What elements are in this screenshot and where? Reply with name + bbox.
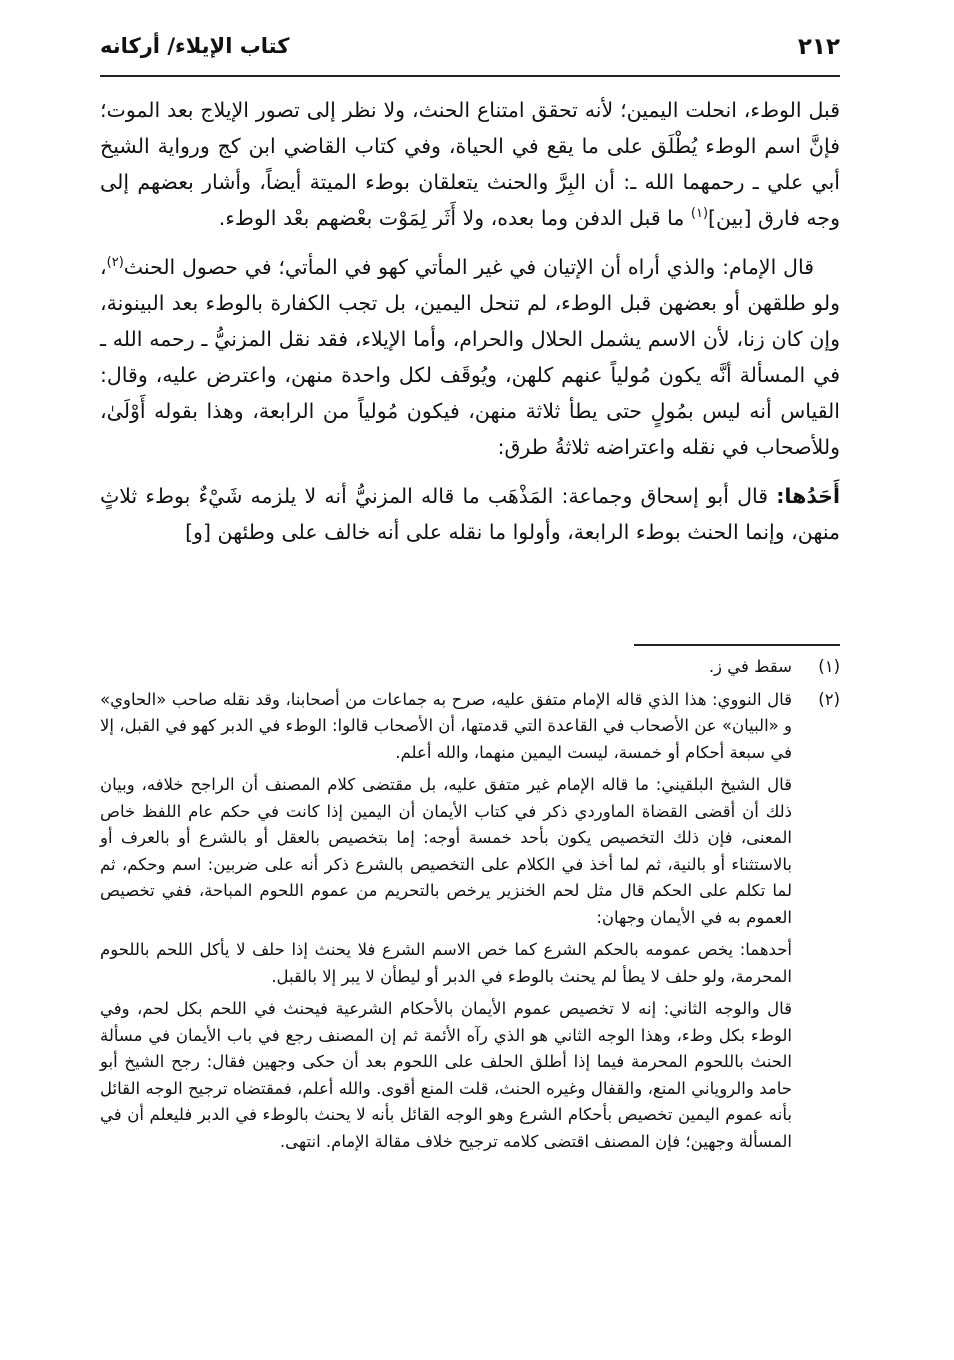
paragraph-text: قال الإمام: والذي أراه أن الإتيان في غير المأتي كهو في المأتي؛ في حصول الحنث [123, 255, 814, 279]
main-paragraph-1 [100, 92, 840, 236]
page-number: ٢١٢ [797, 34, 840, 60]
paragraph-lead-word: أَحَدُها: [776, 484, 840, 508]
footnote-text: قال الشيخ البلقيني: ما قاله الإمام غير متفق عليه، بل مقتضى كلام المصنف أن الراجح خلافه، وبيان ذلك أن أقضى القضاة الماوردي ذكر في كتاب الأيمان أن اليمين إذا كانت في حكم عام اللفظ خاص المعنى، فإن ذلك التخصيص يكون بأحد خمسة أوجه: إما بتخصيص بالعقل أو بالشرع أو بالعرف أو بالاستثناء أو بالنية، ثم لما أخذ في الكلام على التخصيص بالشرع ذكر أنه على ضربين: اسم وحكم، ثم لما تكلم على الحكم قال مثل لحم الخنزير يرخص بالتحريم من عموم اللحوم المباحة، ففي تخصيص العموم به في الأيمان وجهان: [100, 775, 792, 927]
footnote-number: (٢) [818, 689, 840, 709]
header-rule [100, 75, 840, 77]
running-title: كتاب الإيلاء/ أركانه [100, 34, 290, 58]
footnote-text: سقط في ز. [708, 657, 792, 676]
footnote-2 [100, 687, 840, 1156]
main-text [100, 92, 840, 563]
paragraph-text: قال أبو إسحاق وجماعة: المَذْهَب ما قاله المزنيُّ أنه لا يلزمه شَيْءٌ بوطء ثلاثٍ منهن، وإنما الحنث بوطء الرابعة، وأولوا ما نقله على أنه خالف على وطئهن [و] [100, 484, 840, 544]
footnote-marker-2: (٢) [106, 255, 124, 271]
footnote-marker-1: (١) [690, 206, 709, 222]
paragraph-text-continued: ما قبل الدفن وما بعده، ولا أَثَر لِمَوْت بعْضهم بعْد الوطء. [218, 206, 691, 230]
footnote-1 [100, 654, 840, 681]
footnote-text: قال النووي: هذا الذي قاله الإمام متفق عليه، صرح به جماعات من أصحابنا، وقد نقله صاحب «الحاوي» و «البيان» عن الأصحاب في القاعدة التي قدمتها، أن الأصحاب قالوا: الوطء في الدبر كهو في القبل، إلا في سبعة أحكام أو خمسة، ليست اليمين منهما، والله أعلم. [100, 689, 792, 762]
footnote-text: أحدهما: يخص عمومه بالحكم الشرع كما خص الاسم الشرع فلا يحنث إذا حلف لا يأكل اللحم باللحوم المحرمة، ولو حلف لا يطأ لم يحنث بالوطء في الدبر أو ليطأن لا يبر إلا بالقبل. [100, 940, 792, 986]
footnote-number: (١) [818, 657, 840, 676]
main-paragraph-2 [100, 249, 840, 465]
paragraph-text-continued: ، ولو طلقهن أو بعضهن قبل الوطء، لم تنحل اليمين، بل تجب الكفارة بالوطء بعد البينونة، وإن كان زنا، لأن الاسم يشمل الحلال والحرام، وأما الإيلاء، فقد نقل المزنيُّ ـ رحمه الله ـ في المسألة أنَّه يكون مُولياً عنهم كلهن، ويُوقَف لكل واحدة منهن، واعترض عليه، وقال: القياس أنه ليس بمُولٍ حتى يطأ ثلاثة منهن، فيكون مُولياً من الرابعة، وهذا بقوله أَوْلَىٰ، وللأصحاب في نقله واعتراضه ثلاثةُ طرق: [100, 255, 840, 459]
paragraph-text: قبل الوطء، انحلت اليمين؛ لأنه تحقق امتناع الحنث، ولا نظر إلى تصور الإيلاج بعد الموت؛ فإنَّ اسم الوطء يُطْلَق على ما يقع في الحياة، وفي كتاب القاضي ابن كج ورواية الشيخ أبي علي ـ رحمهما الله ـ: أن البِرَّ والحنث يتعلقان بوطء الميتة أيضاً، وأشار بعضهم إلى وجه فارق [بين] [100, 98, 840, 230]
main-paragraph-3 [100, 478, 840, 550]
page-header [100, 34, 840, 74]
footnote-text: قال والوجه الثاني: إنه لا تخصيص عموم الأيمان بالأحكام الشرعية فيحنث في اللحم بكل لحم، وفي الوطء بكل وطء، وهذا الوجه الثاني هو الذي رآه الأئمة ثم إن المصنف رجع في باب الأيمان في مسألة الحنث باللحوم المحرمة فيما إذا أطلق الحلف على اللحوم بعد أن حكى وجهين فقال: رجح الشيخ أبو حامد والروياني المنع، والقفال وغيره الحنث، قلت المنع أقوى. والله أعلم، فمقتضاه ترجيح الوجه القائل بأنه عموم اليمين تخصيص بأحكام الشرع وهو الوجه القائل بأنه لا يحنث بالوطء في الدبر فليعلم أن في المسألة وجهين؛ فإن المصنف اقتضى كلامه ترجيح خلاف مقالة الإمام. انتهى. [100, 999, 792, 1151]
footnotes [100, 654, 840, 1161]
footnote-separator [634, 644, 840, 646]
